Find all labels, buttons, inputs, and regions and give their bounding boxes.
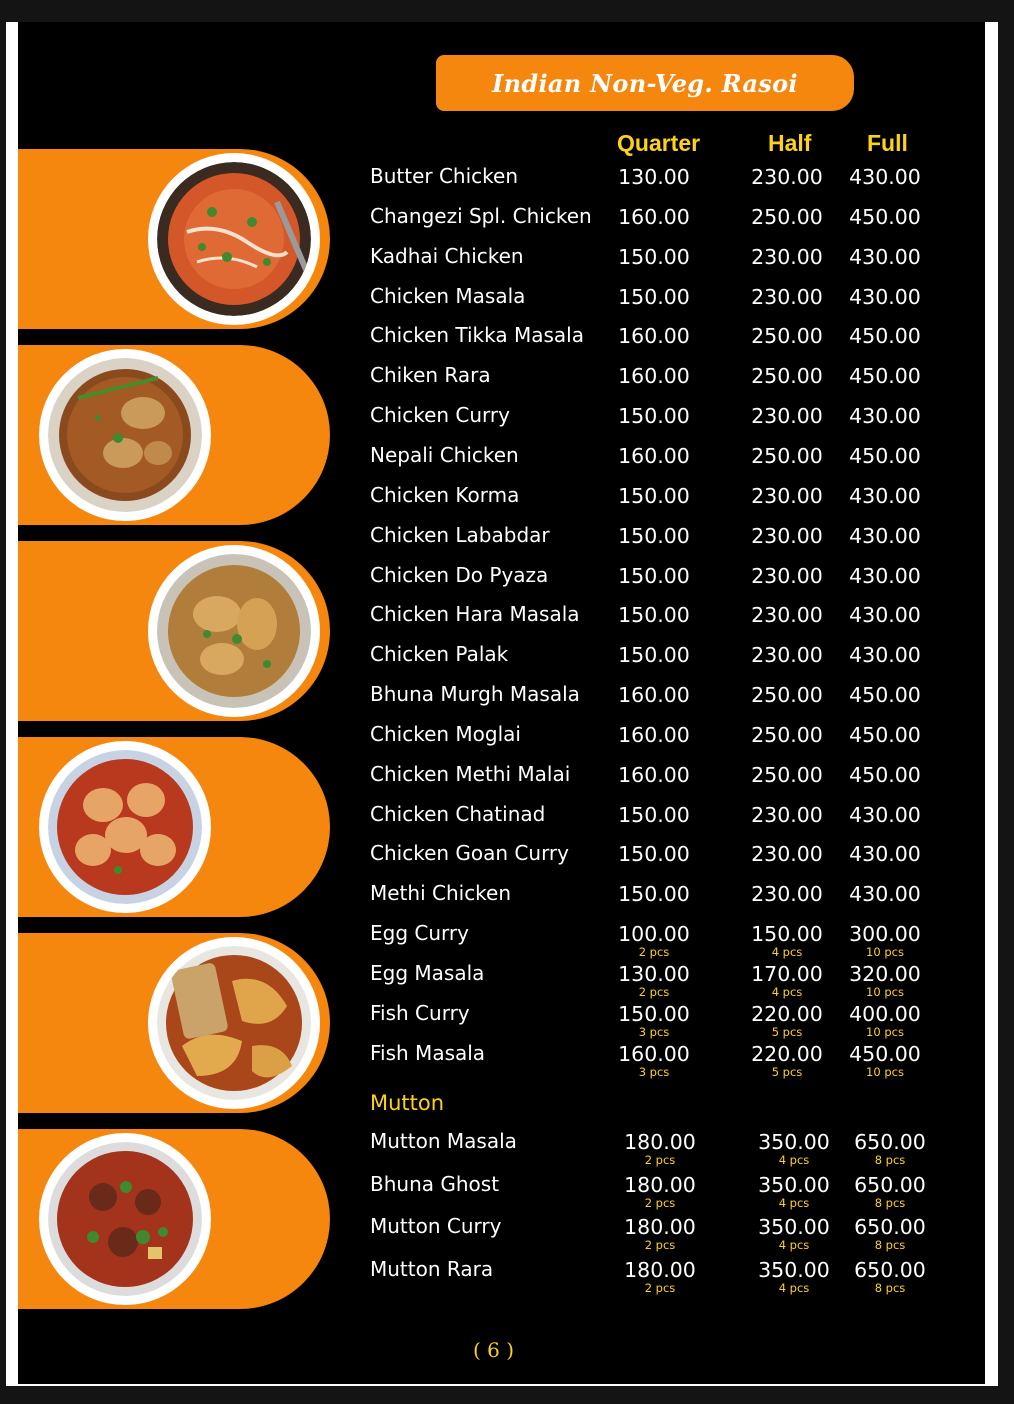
price-quarter: 150.00 — [618, 523, 690, 548]
price-quarter: 160.00 — [618, 1041, 690, 1066]
price-full: 650.00 — [854, 1172, 926, 1197]
price-quarter: 180.00 — [624, 1172, 696, 1197]
price-full: 650.00 — [854, 1130, 926, 1154]
menu-row — [370, 1129, 970, 1167]
price-quarter: 160.00 — [618, 683, 690, 708]
price-quarter: 150.00 — [618, 1001, 690, 1026]
piece-count-full: 8 pcs — [874, 1195, 906, 1210]
piece-count-full: 8 pcs — [874, 1238, 906, 1253]
menu-row — [370, 841, 970, 879]
item-name: Chicken Lababdar — [370, 522, 550, 547]
menu-row — [370, 563, 970, 601]
piece-count-half: 4 pcs — [778, 1195, 810, 1210]
price-half: 230.00 — [751, 842, 823, 867]
price-quarter: 150.00 — [618, 643, 690, 668]
price-half: 230.00 — [751, 523, 823, 548]
price-full: 450.00 — [849, 324, 921, 349]
piece-count-quarter: 2 pcs — [644, 1195, 676, 1210]
price-full: 300.00 — [849, 922, 921, 947]
price-full: 430.00 — [849, 523, 921, 548]
price-half: 250.00 — [751, 722, 823, 747]
piece-count-quarter: 3 pcs — [638, 1064, 670, 1079]
price-full: 430.00 — [849, 483, 921, 508]
piece-count-quarter: 2 pcs — [638, 985, 670, 999]
piece-count-quarter: 2 pcs — [644, 1280, 676, 1295]
piece-count-quarter: 2 pcs — [644, 1153, 676, 1167]
piece-count-full: 10 pcs — [866, 945, 904, 960]
item-name: Chicken Methi Malai — [370, 761, 571, 786]
price-full: 450.00 — [849, 683, 921, 708]
egg-curry-icon — [39, 741, 211, 913]
price-full: 430.00 — [849, 842, 921, 867]
piece-count-half: 4 pcs — [771, 945, 803, 960]
item-name: Chicken Curry — [370, 403, 510, 428]
price-full: 430.00 — [849, 882, 921, 907]
item-name: Mutton Curry — [370, 1214, 502, 1239]
price-full: 430.00 — [849, 165, 921, 189]
menu-row — [370, 722, 970, 760]
piece-count-full: 8 pcs — [874, 1280, 906, 1295]
menu-row — [370, 1001, 970, 1039]
price-quarter: 150.00 — [618, 802, 690, 827]
price-quarter: 180.00 — [624, 1215, 696, 1240]
column-header-full: Full — [867, 130, 908, 156]
menu-row — [370, 284, 970, 322]
menu-row — [370, 443, 970, 481]
price-full: 450.00 — [849, 1041, 921, 1066]
menu-row — [370, 682, 970, 720]
piece-count-half: 4 pcs — [778, 1280, 810, 1295]
chicken-curry-icon — [148, 545, 320, 717]
item-name: Mutton Masala — [370, 1129, 517, 1153]
price-half: 230.00 — [751, 603, 823, 628]
item-name: Chicken Korma — [370, 482, 520, 507]
piece-count-half: 4 pcs — [771, 985, 803, 999]
piece-count-full: 8 pcs — [874, 1153, 906, 1167]
menu-row — [370, 483, 970, 521]
price-full: 450.00 — [849, 364, 921, 389]
price-half: 220.00 — [751, 1001, 823, 1026]
price-quarter: 150.00 — [618, 563, 690, 588]
item-name: Chiken Rara — [370, 363, 491, 388]
price-half: 350.00 — [758, 1215, 830, 1240]
item-name: Kadhai Chicken — [370, 243, 524, 268]
price-half: 230.00 — [751, 483, 823, 508]
column-header-half: Half — [768, 130, 812, 156]
price-quarter: 150.00 — [618, 603, 690, 628]
piece-count-half: 5 pcs — [771, 1064, 803, 1079]
price-half: 230.00 — [751, 165, 823, 189]
price-half: 250.00 — [751, 762, 823, 787]
menu-row — [370, 244, 970, 282]
menu-row — [370, 802, 970, 840]
fish-curry-icon — [148, 937, 320, 1109]
price-full: 430.00 — [849, 802, 921, 827]
menu-row — [370, 762, 970, 800]
price-half: 230.00 — [751, 244, 823, 269]
price-full: 430.00 — [849, 643, 921, 668]
item-name: Methi Chicken — [370, 881, 512, 906]
price-half: 250.00 — [751, 364, 823, 389]
price-full: 450.00 — [849, 722, 921, 747]
item-name: Bhuna Ghost — [370, 1171, 500, 1196]
price-quarter: 160.00 — [618, 204, 690, 229]
price-half: 230.00 — [751, 643, 823, 668]
price-half: 350.00 — [758, 1257, 830, 1282]
piece-count-full: 10 pcs — [866, 985, 904, 999]
price-half: 220.00 — [751, 1041, 823, 1066]
price-full: 430.00 — [849, 404, 921, 429]
price-quarter: 160.00 — [618, 443, 690, 468]
price-quarter: 100.00 — [618, 922, 690, 947]
price-half: 250.00 — [751, 324, 823, 349]
piece-count-half: 4 pcs — [778, 1238, 810, 1253]
item-name: Chicken Masala — [370, 283, 526, 308]
menu-row — [370, 961, 970, 999]
price-half: 230.00 — [751, 563, 823, 588]
price-full: 430.00 — [849, 603, 921, 628]
price-quarter: 160.00 — [618, 722, 690, 747]
menu-row — [370, 1041, 970, 1079]
price-half: 230.00 — [751, 284, 823, 309]
menu-row — [370, 881, 970, 919]
page-title: Indian Non-Veg. Rasoi — [436, 55, 854, 111]
menu-row — [370, 1214, 970, 1252]
piece-count-quarter: 2 pcs — [644, 1238, 676, 1253]
price-quarter: 130.00 — [618, 962, 690, 986]
price-full: 320.00 — [849, 962, 921, 986]
piece-count-full: 10 pcs — [866, 1024, 904, 1039]
item-name: Chicken Hara Masala — [370, 602, 580, 627]
butter-chicken-icon — [148, 153, 320, 325]
item-name: Chicken Palak — [370, 642, 509, 667]
price-quarter: 150.00 — [618, 882, 690, 907]
menu-row — [370, 602, 970, 640]
menu-row — [370, 523, 970, 561]
price-quarter: 160.00 — [618, 364, 690, 389]
price-full: 430.00 — [849, 284, 921, 309]
item-name: Chicken Do Pyaza — [370, 562, 549, 587]
column-header-quarter: Quarter — [617, 130, 701, 156]
item-name: Egg Masala — [370, 961, 485, 985]
chicken-keema-icon — [39, 349, 211, 521]
menu-row — [370, 403, 970, 441]
price-half: 250.00 — [751, 204, 823, 229]
price-half: 250.00 — [751, 683, 823, 708]
price-quarter: 130.00 — [618, 165, 690, 189]
menu-page — [18, 22, 985, 1384]
price-full: 430.00 — [849, 563, 921, 588]
menu-row — [370, 1257, 970, 1295]
price-full: 650.00 — [854, 1215, 926, 1240]
item-name: Butter Chicken — [370, 164, 519, 188]
price-full: 450.00 — [849, 204, 921, 229]
menu-row — [370, 921, 970, 959]
price-half: 350.00 — [758, 1172, 830, 1197]
price-quarter: 150.00 — [618, 483, 690, 508]
item-name: Mutton Rara — [370, 1256, 494, 1281]
price-quarter: 150.00 — [618, 284, 690, 309]
item-name: Nepali Chicken — [370, 442, 519, 467]
item-name: Chicken Moglai — [370, 721, 521, 746]
price-half: 230.00 — [751, 802, 823, 827]
price-full: 450.00 — [849, 762, 921, 787]
item-name: Fish Masala — [370, 1040, 486, 1065]
item-name: Chicken Tikka Masala — [370, 323, 584, 348]
price-half: 230.00 — [751, 882, 823, 907]
item-name: Chicken Chatinad — [370, 801, 546, 826]
menu-row — [370, 204, 970, 242]
price-quarter: 150.00 — [618, 842, 690, 867]
item-name: Changezi Spl. Chicken — [370, 203, 592, 228]
price-quarter: 160.00 — [618, 762, 690, 787]
section-heading-mutton: Mutton — [370, 1091, 445, 1115]
price-full: 430.00 — [849, 244, 921, 269]
piece-count-full: 10 pcs — [866, 1064, 904, 1079]
item-name: Egg Curry — [370, 921, 469, 946]
menu-row — [370, 363, 970, 401]
menu-row — [370, 164, 970, 202]
mutton-curry-icon — [39, 1133, 211, 1305]
price-half: 170.00 — [751, 962, 823, 986]
piece-count-half: 5 pcs — [771, 1024, 803, 1039]
price-half: 250.00 — [751, 443, 823, 468]
page-number: ( 6 ) — [473, 1338, 515, 1362]
item-name: Chicken Goan Curry — [370, 841, 569, 866]
price-full: 400.00 — [849, 1001, 921, 1026]
item-name: Bhuna Murgh Masala — [370, 682, 580, 707]
price-half: 350.00 — [758, 1130, 830, 1154]
piece-count-half: 4 pcs — [778, 1153, 810, 1167]
menu-row — [370, 323, 970, 361]
piece-count-quarter: 2 pcs — [638, 945, 670, 960]
menu-row — [370, 1172, 970, 1210]
price-quarter: 180.00 — [624, 1130, 696, 1154]
price-half: 230.00 — [751, 404, 823, 429]
price-quarter: 180.00 — [624, 1257, 696, 1282]
price-full: 650.00 — [854, 1257, 926, 1282]
piece-count-quarter: 3 pcs — [638, 1024, 670, 1039]
price-quarter: 150.00 — [618, 404, 690, 429]
price-full: 450.00 — [849, 443, 921, 468]
menu-row — [370, 642, 970, 680]
price-quarter: 160.00 — [618, 324, 690, 349]
price-quarter: 150.00 — [618, 244, 690, 269]
item-name: Fish Curry — [370, 1000, 470, 1025]
price-half: 150.00 — [751, 922, 823, 947]
